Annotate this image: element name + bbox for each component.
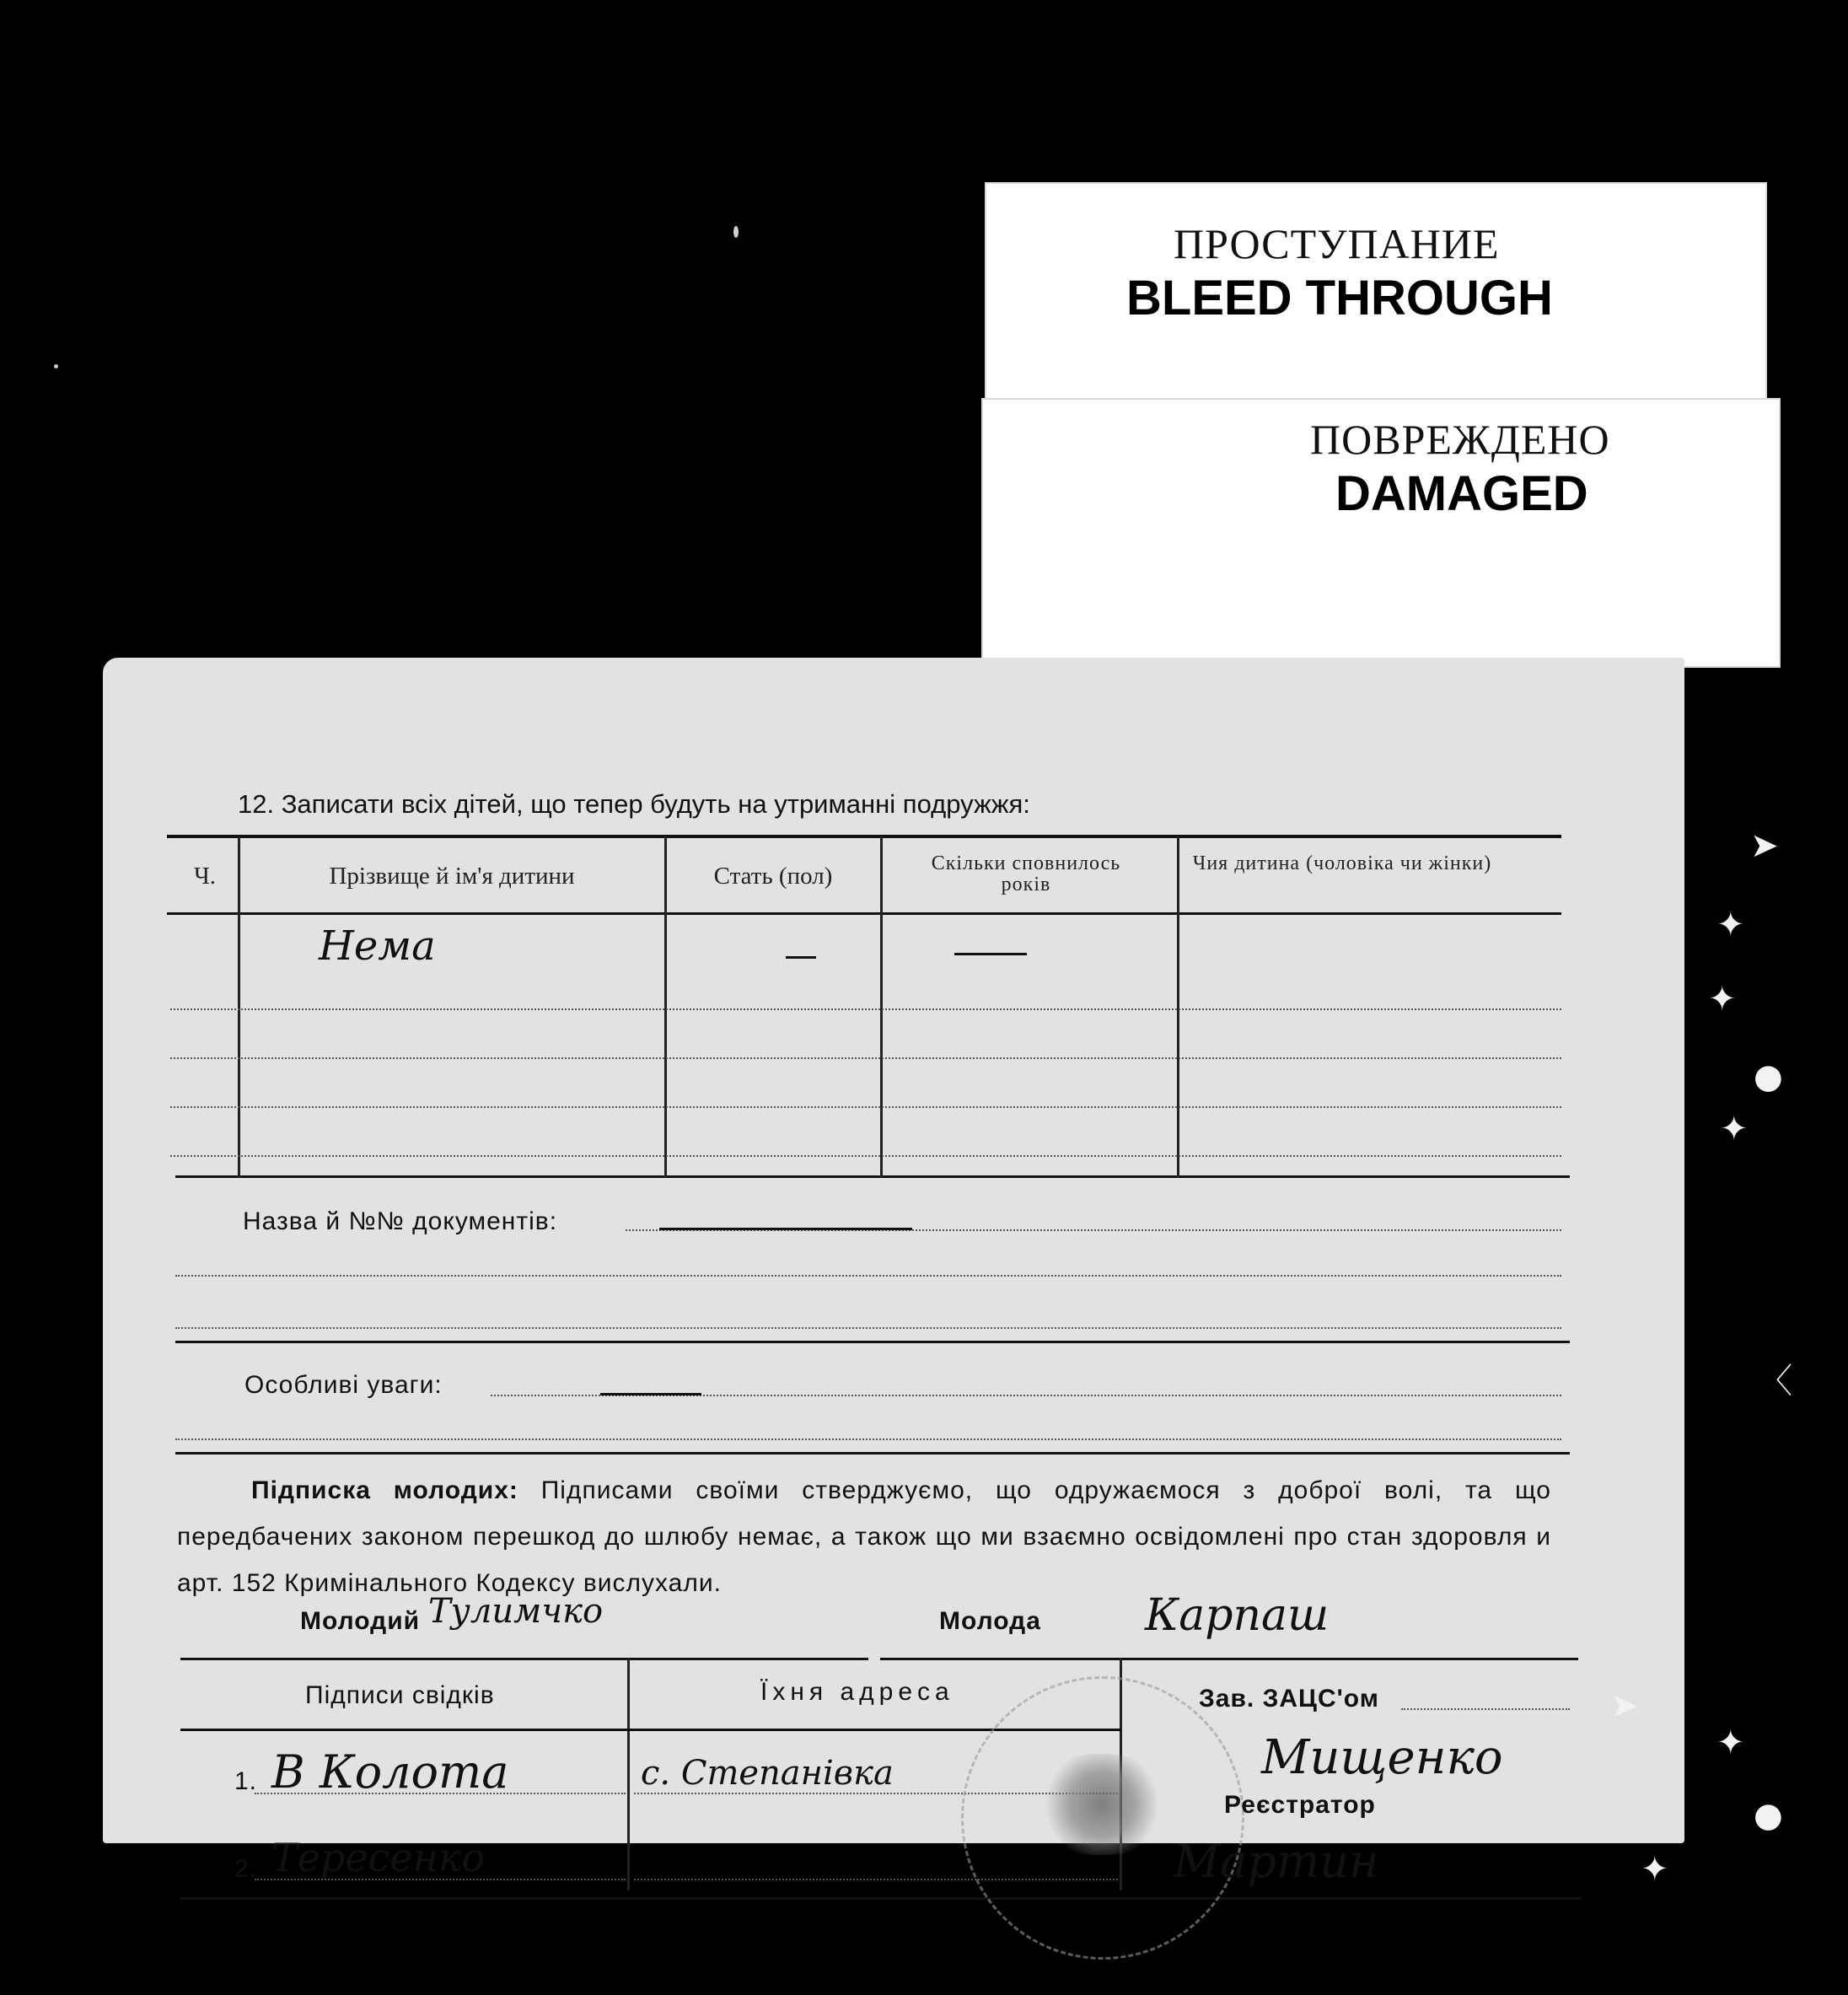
pin-mark: ➤ <box>1610 1686 1639 1725</box>
groom-label: Молодий <box>300 1607 421 1635</box>
remarks-dash <box>600 1393 701 1395</box>
declaration-paragraph <box>177 1467 1551 1606</box>
witness-bottom-rule <box>180 1897 1582 1900</box>
damaged-label-ru: ПОВРЕЖДЕНО <box>1310 416 1610 463</box>
head-signature: Мищенко <box>1261 1730 1503 1785</box>
table-top-rule <box>167 835 1561 838</box>
pin-mark: 〈 <box>1759 1362 1792 1401</box>
table-header-rule <box>167 912 1561 915</box>
registrar-signature: Мартин <box>1174 1835 1379 1888</box>
column-header-sex: Стать (пол) <box>713 863 833 890</box>
table-row-line <box>170 1106 1561 1108</box>
declaration-title: Підписка молодих: <box>251 1476 518 1504</box>
bleed-through-tag <box>985 182 1767 403</box>
bride-rule <box>880 1658 1578 1660</box>
speck <box>54 364 58 368</box>
bride-label: Молода <box>939 1607 1041 1635</box>
address-header: Їхня адреса <box>760 1678 954 1706</box>
pin-mark: ➤ <box>1750 826 1779 865</box>
pin-mark: ✦ <box>1716 906 1745 944</box>
remarks-line <box>175 1438 1561 1440</box>
groom-signature: Тулимчко <box>428 1592 604 1631</box>
head-line <box>1401 1708 1570 1710</box>
documents-rule <box>175 1341 1570 1343</box>
bleed-through-label-ru: ПРОСТУПАНИЕ <box>1174 220 1500 267</box>
table-bottom-rule <box>175 1175 1570 1178</box>
column-header-parent: Чия дитина (чоловіка чи жінки) <box>1192 852 1492 874</box>
remarks-rule <box>175 1452 1570 1455</box>
witness-1-line <box>255 1793 626 1794</box>
witness-header-rule <box>180 1729 1121 1731</box>
pin-mark: ● <box>1754 1057 1783 1096</box>
damaged-tag <box>981 398 1781 668</box>
pin-mark: ● <box>1754 1796 1783 1835</box>
table-row-line <box>170 1057 1561 1059</box>
bleed-through-label-en: BLEED THROUGH <box>1126 271 1553 325</box>
documents-line <box>175 1275 1561 1277</box>
remarks-label: Особливі уваги: <box>244 1371 443 1399</box>
witness-1-address: с. Степанівка <box>641 1754 894 1793</box>
pin-mark: ✦ <box>1716 1723 1745 1762</box>
bride-signature: Карпаш <box>1145 1590 1330 1641</box>
speck <box>733 226 739 238</box>
children-entry-handwritten: Нема <box>319 922 436 970</box>
column-header-age: Скільки сповнилось років <box>931 852 1121 896</box>
table-row-line <box>170 1008 1561 1010</box>
pin-mark: ✦ <box>1720 1110 1749 1148</box>
form-sheet <box>103 658 1684 1888</box>
groom-rule <box>180 1658 868 1660</box>
age-dash <box>954 953 1027 955</box>
stamp-blot <box>1039 1754 1165 1855</box>
column-divider <box>880 836 883 1177</box>
witness-divider <box>627 1658 630 1890</box>
damaged-label-en: DAMAGED <box>1335 466 1588 521</box>
head-label: Зав. ЗАЦС'ом <box>1199 1685 1379 1713</box>
documents-dash <box>659 1228 912 1230</box>
column-header-name: Прізвище й ім'я дитини <box>329 863 575 890</box>
column-divider <box>1177 836 1179 1177</box>
witness-1-signature: В Колота <box>271 1745 509 1799</box>
witness-2-line <box>255 1879 626 1880</box>
registrar-label: Реєстратор <box>1224 1791 1376 1819</box>
column-divider <box>664 836 667 1177</box>
declaration-text: Підписами своїми стверджуємо, що одружаємося з доброї волі, та що передбачених законом перешкод до шлюбу немає, а також що ми взаємно освідомлені про стан здоровля и арт. 152 Кримінального Кодексу вислухали. <box>177 1476 1551 1597</box>
documents-label: Назва й №№ документів: <box>243 1207 558 1235</box>
witness-2-signature: Тересенко <box>271 1835 486 1880</box>
pin-mark: ✦ <box>1641 1850 1669 1889</box>
sex-dash <box>786 956 816 959</box>
witnesses-header: Підписи свідків <box>305 1681 495 1709</box>
witness-1-number: 1. <box>234 1767 258 1795</box>
table-row-line <box>170 1155 1561 1157</box>
witness-2-number: 2. <box>234 1855 258 1883</box>
column-divider <box>238 836 240 1177</box>
children-heading: 12. Записати всіх дітей, що тепер будуть на утриманні подружжя: <box>238 789 1030 819</box>
pin-mark: ✦ <box>1708 980 1737 1019</box>
column-header-number: Ч. <box>193 863 217 890</box>
documents-line <box>175 1327 1561 1329</box>
